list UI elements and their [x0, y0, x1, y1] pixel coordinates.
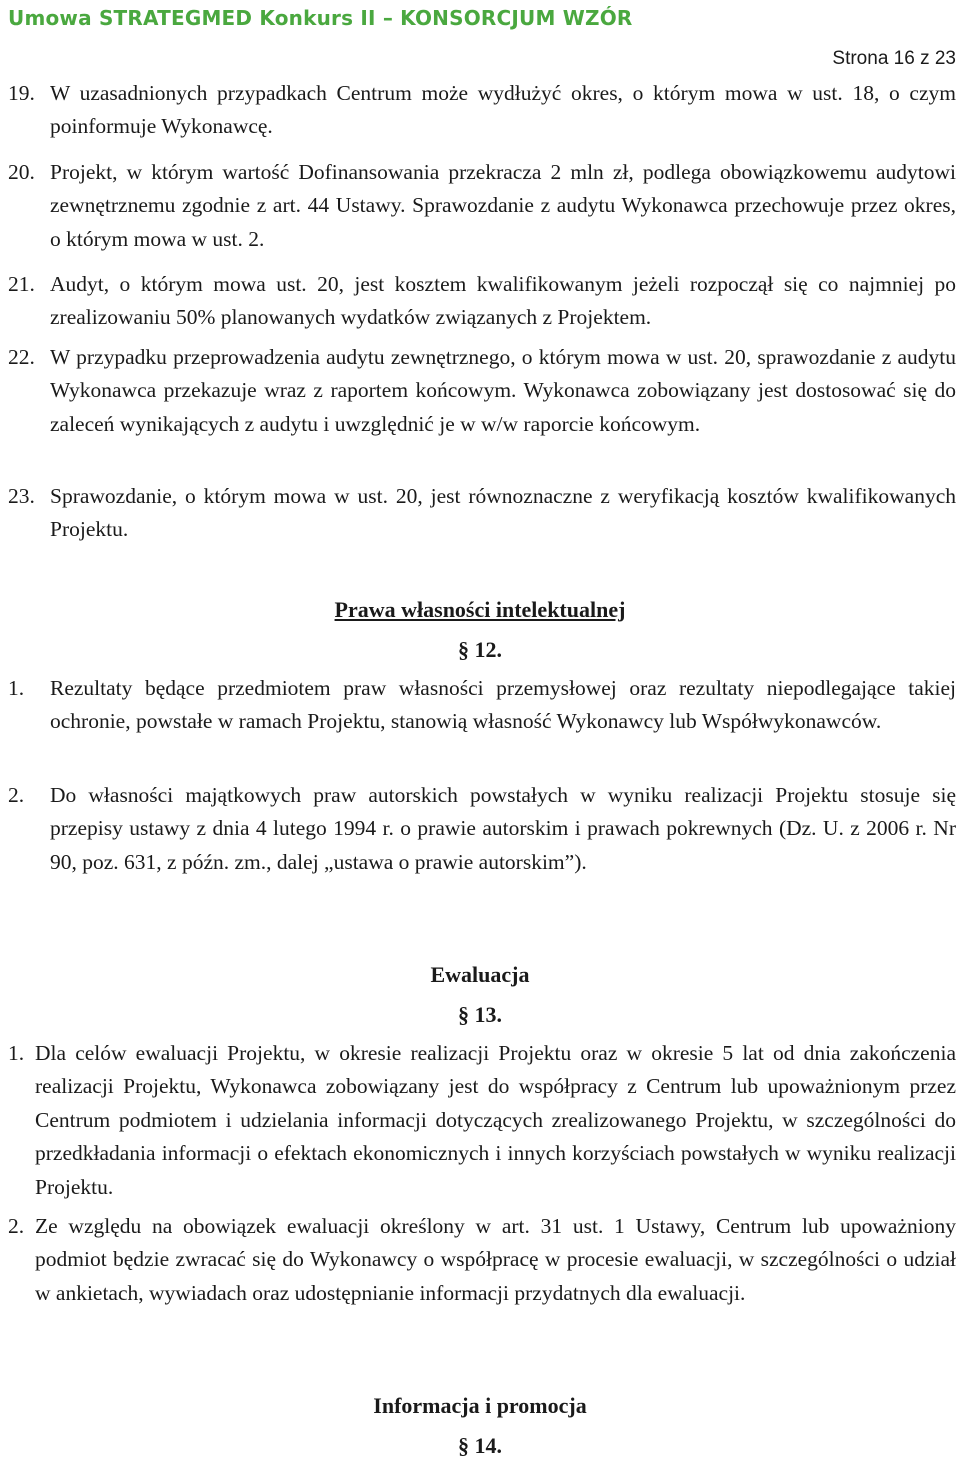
item-number: 20.: [8, 160, 35, 184]
item-text: Dla celów ewaluacji Projektu, w okresie realizacji Projektu oraz w okresie 5 lat od dnia zakończenia realizacji Projektu, Wykonawca zobowiązany jest do współpracy z Centrum lub upoważnionym przez Centrum podmiotem i udzielania informacji dotyczących zrealizowanego Projektu, w szczególności do przedkładania informacji o efektach ekonomicznych i innych korzyściach powstałych w wyniku realizacji Projektu.: [35, 1041, 956, 1199]
section-heading-intellectual-property: [0, 595, 960, 625]
section-heading-evaluation: [0, 960, 960, 990]
section-number-14: § 14.: [458, 1433, 502, 1458]
section-heading-information-promotion: [0, 1391, 960, 1421]
item-text: Sprawozdanie, o którym mowa w ust. 20, jest równoznaczne z weryfikacją kosztów kwalifikowanych Projektu.: [50, 484, 956, 542]
item-text: Do własności majątkowych praw autorskich powstałych w wyniku realizacji Projektu stosuje się przepisy ustawy z dnia 4 lutego 1994 r. o prawie autorskim i prawach pokrewnych (Dz. U. z 2006 r. Nr 90, poz. 631, z późn. zm., dalej „ustawa o prawie autorskim”).: [50, 783, 956, 874]
item-text: W przypadku przeprowadzenia audytu zewnętrznego, o którym mowa w ust. 20, sprawozdanie z audytu Wykonawca przekazuje wraz z raportem końcowym. Wykonawca zobowiązany jest dostosować się do zaleceń wynikających z audytu i uwzględnić je w w/w raporcie końcowym.: [50, 345, 956, 436]
evaluation-item-2: [8, 1210, 956, 1310]
item-number: 1.: [8, 676, 25, 700]
item-number: 22.: [8, 345, 35, 369]
section-title: Ewaluacja: [430, 962, 530, 987]
section-number-12: § 12.: [458, 637, 502, 662]
item-text: Projekt, w którym wartość Dofinansowania przekracza 2 mln zł, podlega obowiązkowemu audytowi zewnętrznemu zgodnie z art. 44 Ustawy. Sprawozdanie z audytu Wykonawca przechowuje przez okres, o którym mowa w ust. 2.: [50, 160, 956, 251]
item-number: 21.: [8, 272, 35, 296]
list-item-21: [8, 268, 956, 335]
item-number: 19.: [8, 81, 35, 105]
list-item-23: [8, 480, 956, 547]
item-text: Ze względu na obowiązek ewaluacji określony w art. 31 ust. 1 Ustawy, Centrum lub upoważniony podmiot będzie zwracać się do Wykonawcy o współpracę w procesie ewaluacji, w szczególności o udział w ankietach, wywiadach oraz udostępnianie informacji przydatnych dla ewaluacji.: [35, 1214, 956, 1305]
item-number: 2.: [8, 783, 25, 807]
document-header-title: Umowa STRATEGMED Konkurs II – KONSORCJUM WZÓR: [8, 6, 633, 30]
item-text: W uzasadnionych przypadkach Centrum może wydłużyć okres, o którym mowa w ust. 18, o czym poinformuje Wykonawcę.: [50, 81, 956, 139]
section-title: Informacja i promocja: [373, 1393, 587, 1418]
list-item-22: [8, 341, 956, 441]
list-item-20: [8, 156, 956, 256]
section-title: Prawa własności intelektualnej: [334, 597, 626, 622]
item-number: 1.: [8, 1041, 25, 1065]
item-text: Audyt, o którym mowa ust. 20, jest kosztem kwalifikowanym jeżeli rozpoczął się co najmniej po zrealizowaniu 50% planowanych wydatków związanych z Projektem.: [50, 272, 956, 330]
ip-item-1: [8, 672, 956, 739]
ip-item-2: [8, 779, 956, 879]
list-item-19: [8, 77, 956, 144]
item-number: 2.: [8, 1214, 25, 1238]
evaluation-item-1: [8, 1037, 956, 1204]
page-number: Strona 16 z 23: [832, 48, 956, 69]
section-number-13: § 13.: [458, 1002, 502, 1027]
item-number: 23.: [8, 484, 35, 508]
item-text: Rezultaty będące przedmiotem praw własności przemysłowej oraz rezultaty niepodlegające takiej ochronie, powstałe w ramach Projektu, stanowią własność Wykonawcy lub Współwykonawców.: [50, 676, 956, 734]
